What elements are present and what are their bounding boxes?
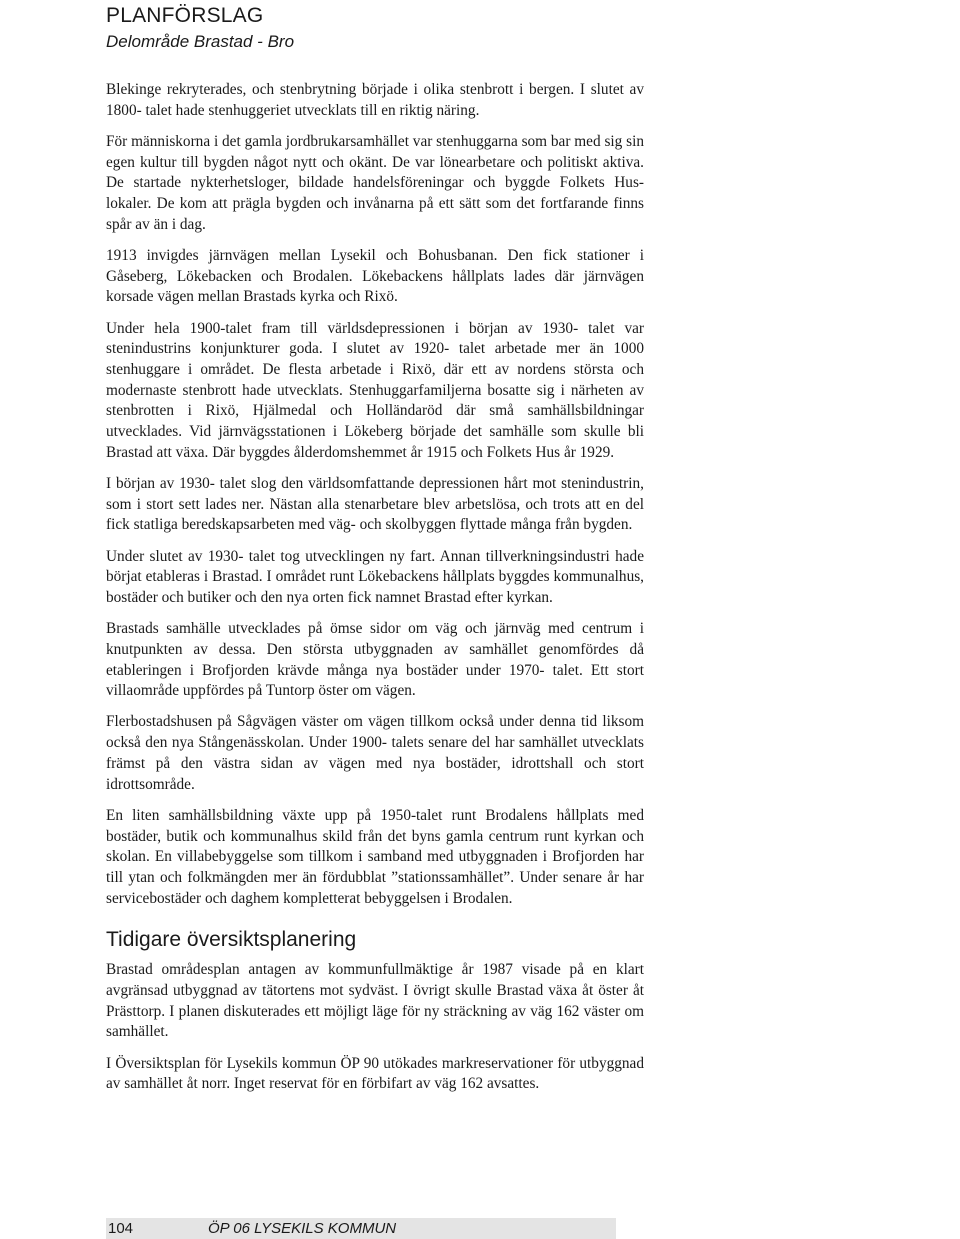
page-header-subtitle: Delområde Brastad - Bro <box>106 32 295 51</box>
paragraph: En liten samhällsbildning växte upp på 1950-talet runt Brodalens hållplats med bostäder, butik och kommunalhus skild från det byns gamla centrum runt kyrkan och skolan. En villabebyggelse som tillkom i samband med utbyggnaden i Brofjorden har till ytan och folkmängden mer än fördubblat ”stationssamhället”. Under senare år har servicebostäder och daghem kompletterat bebyggelsen i Brodalen. <box>106 806 644 907</box>
paragraph: Under hela 1900-talet fram till världsdepressionen i början av 1930- talet var stenindustrins konjunkturer goda. I slutet av 1920- talet arbetade mer än 1000 stenhuggare i området. De flesta arbetade i Rixö, där ett av nordens största och modernaste stenbrott hade utvecklats. Stenhuggarfamiljerna bosatte sig i närheten av stenbrotten i Rixö, Hjälmedal och Holländaröd där små samhällsbildningar utvecklades. Vid järnvägsstationen i Lökeberg började det samhälle som skulle bli Brastad att växa. Där byggdes ålderdomshemmet år 1915 och Folkets Hus år 1929. <box>106 319 644 461</box>
paragraph: Blekinge rekryterades, och stenbrytning började i olika stenbrott i bergen. I slutet av 1800- talet hade stenhuggeriet utvecklats till en riktig näring. <box>106 81 644 119</box>
page-footer <box>106 1218 616 1239</box>
paragraph: I Översiktsplan för Lysekils kommun ÖP 90 utökades markreservationer för utbyggnad av samhället åt norr. Inget reservat för en förbifart av väg 162 avsattes. <box>106 1054 644 1093</box>
section-heading: Tidigare översiktsplanering <box>106 928 357 952</box>
paragraph: Under slutet av 1930- talet tog utvecklingen ny fart. Annan tillverkningsindustri hade börjat etableras i Brastad. I området runt Lökebackens hållplats byggdes kommunalhus, bostäder och butiker och den nya orten fick namnet Brastad efter kyrkan. <box>106 547 644 606</box>
paragraph: Flerbostadshusen på Sågvägen väster om vägen tillkom också under denna tid liksom också den nya Stångenässkolan. Under 1900- talets senare del har samhället utvecklats främst på den västra sidan av vägen med nya bostäder, idrottshall och stort idrottsområde. <box>106 713 644 793</box>
body-text <box>106 80 644 1106</box>
paragraph: Brastad områdesplan antagen av kommunfullmäktige år 1987 visade på en klart avgränsad utbyggnad av tätortens mot sydväst. I övrigt skulle Brastad växa åt öster åt Prästtorp. I planen diskuterades ett möjligt läge för ny sträckning av väg 162 väster om samhället. <box>106 961 644 1041</box>
page-number: 104 <box>108 1220 134 1237</box>
paragraph: 1913 invigdes järnvägen mellan Lysekil och Bohusbanan. Den fick stationer i Gåseberg, Lökebacken och Brodalen. Lökebackens hållplats lades där järnvägen korsade vägen mellan Brastads kyrka och Rixö. <box>106 246 644 306</box>
paragraph: Brastads samhälle utvecklades på ömse sidor om väg och järnväg med centrum i knutpunkten av dessa. Den största utbyggnaden av samhället genomfördes då etableringen i Brofjorden krävde många nya bostäder under 1970- talet. Ett stort villaområde uppfördes på Tuntorp öster om vägen. <box>106 620 644 700</box>
page-header-title: PLANFÖRSLAG <box>106 4 264 27</box>
paragraph: I början av 1930- talet slog den världsomfattande depressionen hårt mot stenindustrin, som i stort sett lades ner. Nästan alla stenarbetare blev arbetslösa, och trots att en del fick statliga beredskapsarbeten med väg- och skolbyggen flyttade många från bygden. <box>106 474 644 534</box>
document-name: ÖP 06 LYSEKILS KOMMUN <box>208 1220 397 1237</box>
paragraph: För människorna i det gamla jordbrukarsamhället var stenhuggarna som bar med sig sin egen kultur till bygden något nytt och okänt. De var lönearbetare och politiskt aktiva. De startade nykterhetsloger, bildade handelsföreningar och byggde Folkets Hus- lokaler. De kom att prägla bygden och invånarna på ett sätt som det fortfarande finns spår av än i dag. <box>106 132 644 233</box>
